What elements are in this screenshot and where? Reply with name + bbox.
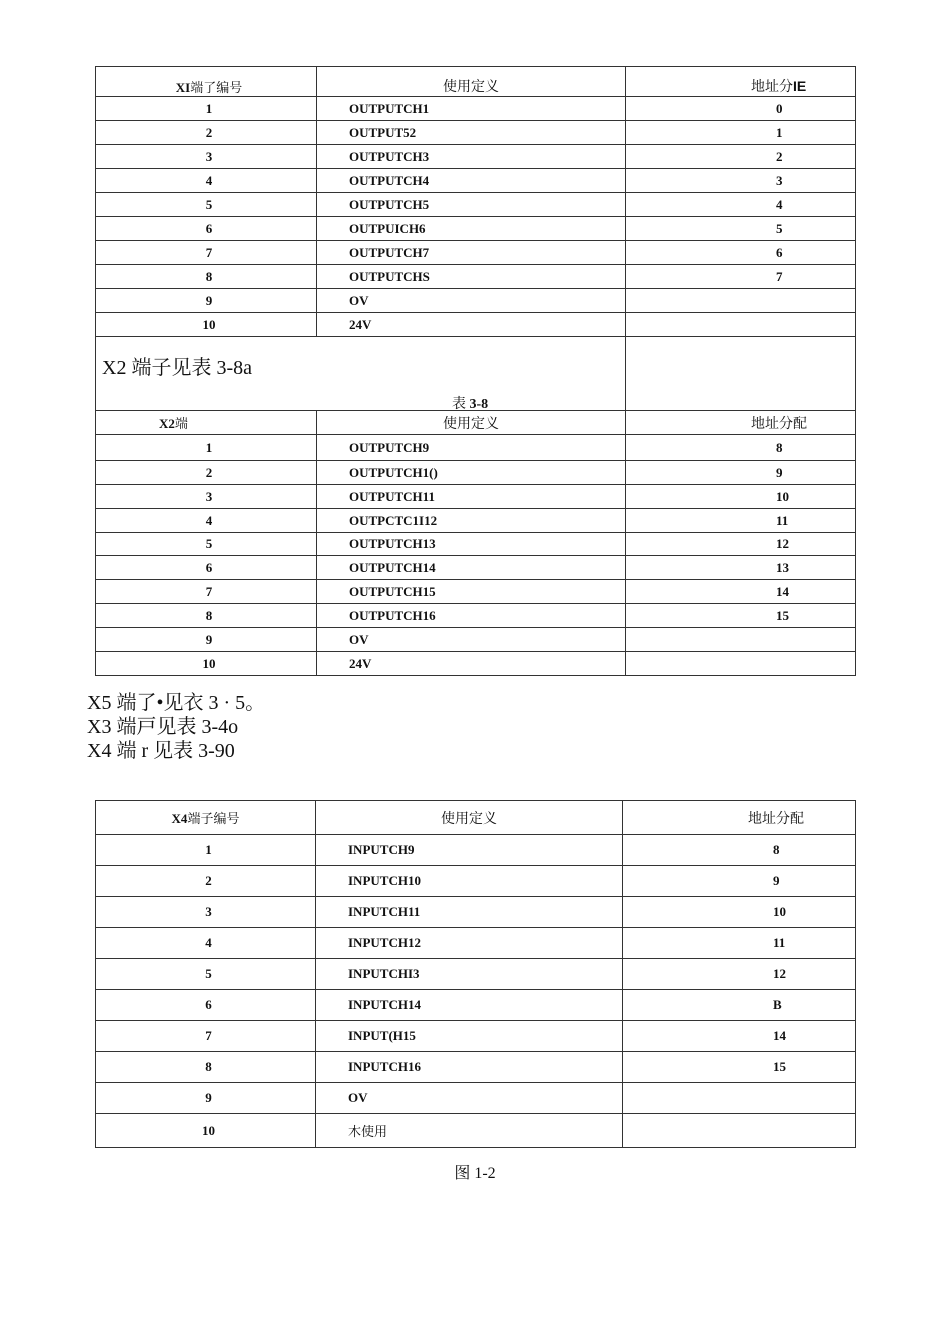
definition-cell: OUTPUTCH14 [317, 556, 626, 580]
table-row [96, 265, 856, 289]
x4-header-prefix: X4 [171, 811, 188, 826]
address-cell: 9 [626, 461, 856, 485]
address-cell: 8 [623, 835, 856, 866]
terminal-number-cell: 4 [96, 928, 316, 959]
terminal-number-cell: 1 [96, 435, 317, 461]
note-x4: X4 端 r 见表 3-90 [87, 740, 235, 762]
address-cell: 15 [623, 1052, 856, 1083]
address-cell: 12 [623, 959, 856, 990]
table-row [96, 509, 856, 533]
address-cell: 8 [626, 435, 856, 461]
address-cell: 13 [626, 556, 856, 580]
terminal-number-cell: 3 [96, 145, 317, 169]
table-row [96, 485, 856, 509]
address-cell: 5 [626, 217, 856, 241]
definition-cell: INPUT(H15 [316, 1021, 623, 1052]
address-cell: 0 [626, 97, 856, 121]
address-cell [626, 628, 856, 652]
terminal-number-cell: 6 [96, 556, 317, 580]
address-cell: 4 [626, 193, 856, 217]
address-cell: 14 [623, 1021, 856, 1052]
address-cell [626, 313, 856, 337]
table-row [96, 461, 856, 485]
address-cell: 11 [623, 928, 856, 959]
table-row [96, 928, 856, 959]
table-row [96, 533, 856, 556]
address-cell: 12 [626, 533, 856, 556]
table-row [96, 289, 856, 313]
definition-cell: OUTPUTCH13 [317, 533, 626, 556]
address-cell: B [623, 990, 856, 1021]
table-row [96, 1114, 856, 1148]
terminal-table-x4 [95, 800, 856, 1148]
x2-note: X2 端子见表 3-8a [102, 357, 252, 379]
terminal-number-cell: 4 [96, 509, 317, 533]
x4-header-definition: 使用定义 [316, 801, 623, 835]
table-row [96, 313, 856, 337]
address-cell: 9 [623, 866, 856, 897]
notes-block [87, 691, 265, 763]
table-x2-header [96, 411, 856, 435]
address-cell: 15 [626, 604, 856, 628]
terminal-number-cell: 2 [96, 461, 317, 485]
table-row [96, 145, 856, 169]
x1-header-definition: 使用定义 [317, 67, 626, 97]
address-cell: 10 [626, 485, 856, 509]
x1-header-address: 地址分 [751, 80, 793, 95]
address-cell: 10 [623, 897, 856, 928]
table-3-8-caption [452, 393, 488, 413]
table-row [96, 866, 856, 897]
x2-header-definition: 使用定义 [317, 411, 626, 435]
address-cell: 6 [626, 241, 856, 265]
figure-caption: 图 1-2 [454, 1165, 496, 1182]
definition-cell: INPUTCH14 [316, 990, 623, 1021]
table-row [96, 97, 856, 121]
terminal-number-cell: 9 [96, 289, 317, 313]
table-row [96, 121, 856, 145]
definition-cell: OUTPUTCH16 [317, 604, 626, 628]
table-row [96, 897, 856, 928]
definition-cell: INPUTCH11 [316, 897, 623, 928]
definition-cell: OV [317, 628, 626, 652]
table-row [96, 580, 856, 604]
definition-cell: OV [316, 1083, 623, 1114]
address-cell: 7 [626, 265, 856, 289]
note-x3: X3 端戸见表 3-4o [87, 716, 239, 738]
definition-cell: INPUTCH9 [316, 835, 623, 866]
terminal-number-cell: 1 [96, 835, 316, 866]
definition-cell: OUTPUTCH11 [317, 485, 626, 509]
address-cell [623, 1114, 856, 1148]
terminal-number-cell: 6 [96, 217, 317, 241]
table-row [96, 435, 856, 461]
definition-cell: OUTPUTCH1() [317, 461, 626, 485]
table-row [96, 556, 856, 580]
x1-header-prefix: XI [175, 80, 191, 95]
terminal-number-cell: 2 [96, 866, 316, 897]
table-x1-header [96, 67, 856, 97]
table-x4-header [96, 801, 856, 835]
address-cell: 2 [626, 145, 856, 169]
definition-cell: INPUTCH16 [316, 1052, 623, 1083]
table-row [96, 652, 856, 676]
terminal-number-cell: 9 [96, 628, 317, 652]
definition-cell: OUTPUTCHS [317, 265, 626, 289]
address-cell: 3 [626, 169, 856, 193]
terminal-number-cell: 4 [96, 169, 317, 193]
definition-cell: INPUTCH12 [316, 928, 623, 959]
x1-header-address-suffix: IE [793, 78, 807, 94]
terminal-number-cell: 8 [96, 1052, 316, 1083]
terminal-number-cell: 3 [96, 485, 317, 509]
address-cell: 1 [626, 121, 856, 145]
definition-cell: OUTPUT52 [317, 121, 626, 145]
address-cell: 14 [626, 580, 856, 604]
caption-prefix: 表 [452, 397, 466, 412]
terminal-number-cell: 5 [96, 193, 317, 217]
definition-cell: OUTPUTCH3 [317, 145, 626, 169]
address-cell [623, 1083, 856, 1114]
table-row [96, 628, 856, 652]
definition-cell: OUTPUTCH5 [317, 193, 626, 217]
terminal-number-cell: 7 [96, 580, 317, 604]
definition-cell: OUTPUTCH4 [317, 169, 626, 193]
table-row [96, 1083, 856, 1114]
definition-cell: OUTPUTCH1 [317, 97, 626, 121]
terminal-number-cell: 10 [96, 313, 317, 337]
terminal-table-x1-x2 [95, 66, 856, 676]
definition-cell: 24V [317, 652, 626, 676]
definition-cell: OV [317, 289, 626, 313]
terminal-number-cell: 5 [96, 533, 317, 556]
table-row [96, 604, 856, 628]
terminal-number-cell: 7 [96, 1021, 316, 1052]
note-x5: X5 端了•见衣 3 · 5。 [87, 692, 266, 714]
table-row [96, 835, 856, 866]
terminal-number-cell: 10 [96, 652, 317, 676]
x4-header-terminal-no: 端子编号 [187, 811, 240, 826]
table-row [96, 990, 856, 1021]
table-row [96, 959, 856, 990]
terminal-number-cell: 2 [96, 121, 317, 145]
definition-cell: OUTPUTCH7 [317, 241, 626, 265]
table-row [96, 169, 856, 193]
terminal-number-cell: 5 [96, 959, 316, 990]
caption-number: 3-8 [469, 397, 489, 412]
table-row [96, 1052, 856, 1083]
address-cell: 11 [626, 509, 856, 533]
definition-cell: OUTPUTCH9 [317, 435, 626, 461]
address-cell [626, 652, 856, 676]
terminal-number-cell: 10 [96, 1114, 316, 1148]
definition-cell: OUTPCTC1I12 [317, 509, 626, 533]
terminal-number-cell: 3 [96, 897, 316, 928]
x2-header-terminal: 端 [174, 416, 188, 431]
x2-header-address: 地址分配 [626, 411, 856, 435]
terminal-number-cell: 9 [96, 1083, 316, 1114]
address-cell [626, 289, 856, 313]
x1-header-terminal-no: 端了编号 [190, 80, 243, 95]
table-row [96, 193, 856, 217]
definition-cell: OUTPUICH6 [317, 217, 626, 241]
definition-cell: OUTPUTCH15 [317, 580, 626, 604]
terminal-number-cell: 6 [96, 990, 316, 1021]
definition-cell: 24V [317, 313, 626, 337]
terminal-number-cell: 1 [96, 97, 317, 121]
table-row [96, 241, 856, 265]
terminal-number-cell: 8 [96, 265, 317, 289]
terminal-number-cell: 8 [96, 604, 317, 628]
x2-header-prefix: X2 [159, 416, 175, 431]
definition-cell: INPUTCHI3 [316, 959, 623, 990]
table-row [96, 1021, 856, 1052]
table-row [96, 217, 856, 241]
x2-note-row [96, 337, 856, 411]
definition-cell: INPUTCH10 [316, 866, 623, 897]
definition-cell: 木使用 [316, 1114, 623, 1148]
terminal-number-cell: 7 [96, 241, 317, 265]
x4-header-address: 地址分配 [623, 801, 856, 835]
